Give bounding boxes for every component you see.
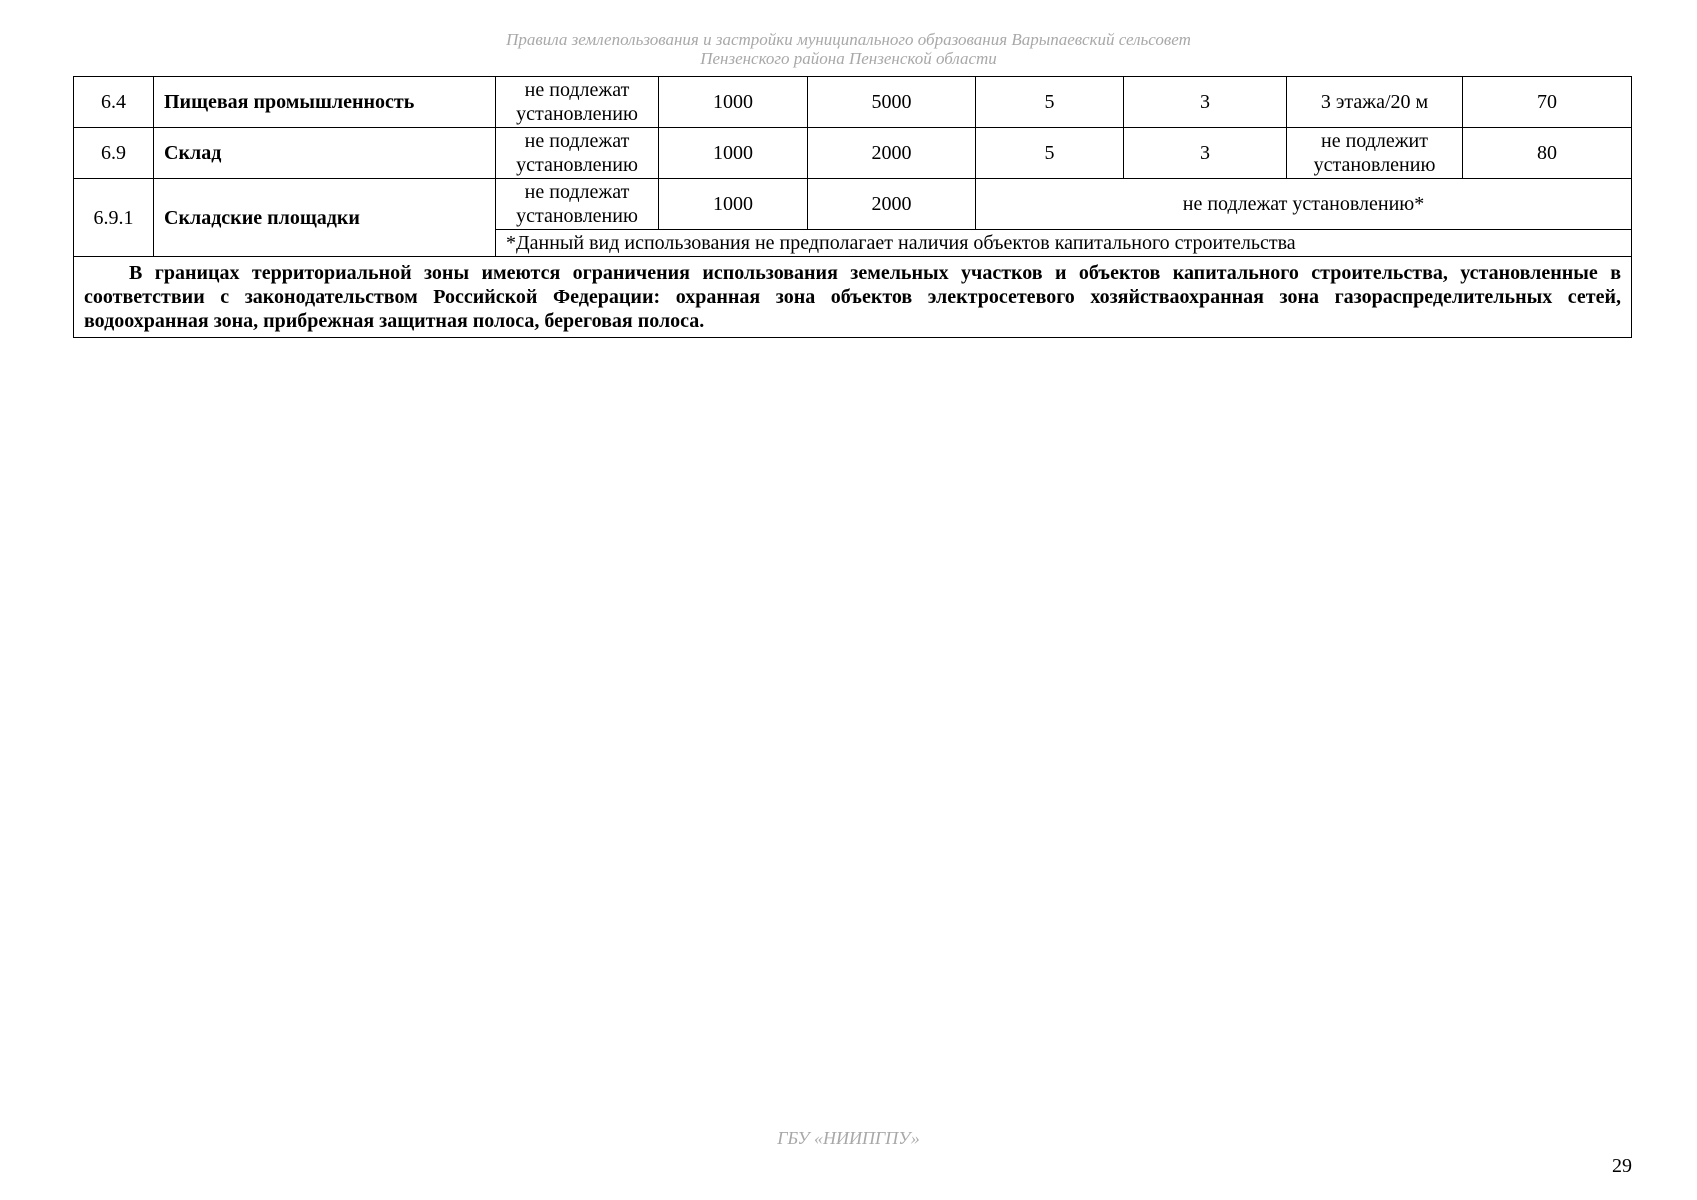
row-setback-1: 5 — [976, 77, 1124, 128]
row-max-area: 5000 — [808, 77, 976, 128]
row-min-area: 1000 — [659, 179, 808, 230]
row-setback-2: 3 — [1124, 128, 1287, 179]
table-row — [74, 128, 1632, 179]
row-min-area: 1000 — [659, 77, 808, 128]
table-row — [74, 77, 1632, 128]
row-col3: не подлежат установлению — [496, 128, 659, 179]
page-footer: ГБУ «НИИПГПУ» — [777, 1128, 920, 1148]
row-height: не подлежит установлению — [1287, 128, 1463, 179]
row-code: 6.4 — [74, 77, 154, 128]
row-max-area: 2000 — [808, 128, 976, 179]
row-setback-2: 3 — [1124, 77, 1287, 128]
page-header — [0, 30, 1697, 68]
row-col3: не подлежат установлению — [496, 179, 659, 230]
restrictions-cell — [74, 257, 1632, 338]
restrictions-row — [74, 257, 1632, 338]
header-line-2: Пензенского района Пензенской области — [700, 49, 997, 68]
row-max-area: 2000 — [808, 179, 976, 230]
row-coverage: 70 — [1463, 77, 1632, 128]
row-name: Складские площадки — [154, 179, 496, 257]
row-code: 6.9 — [74, 128, 154, 179]
row-min-area: 1000 — [659, 128, 808, 179]
row-height: 3 этажа/20 м — [1287, 77, 1463, 128]
restrictions-text: В границах территориальной зоны имеются ограничения использования земельных участков и объектов капитального строительства, установленные в соответствии с законодательством Российской Федерации: охранная зона объектов электросетевого хозяйстваохранная зона газораспределительных сетей, водоохранная зона, прибрежная защитная полоса, береговая полоса. — [84, 262, 1621, 332]
row-name: Склад — [154, 128, 496, 179]
row-col3: не подлежат установлению — [496, 77, 659, 128]
table-row — [74, 179, 1632, 230]
header-line-1: Правила землепользования и застройки муниципального образования Варыпаевский сельсовет — [506, 30, 1191, 49]
row-merged-value: не подлежат установлению* — [976, 179, 1632, 230]
row-setback-1: 5 — [976, 128, 1124, 179]
land-use-table — [73, 76, 1632, 338]
row-coverage: 80 — [1463, 128, 1632, 179]
row-footnote: *Данный вид использования не предполагает наличия объектов капитального строительства — [496, 230, 1632, 257]
row-name: Пищевая промышленность — [154, 77, 496, 128]
row-code: 6.9.1 — [74, 179, 154, 257]
page-number: 29 — [1612, 1155, 1632, 1177]
